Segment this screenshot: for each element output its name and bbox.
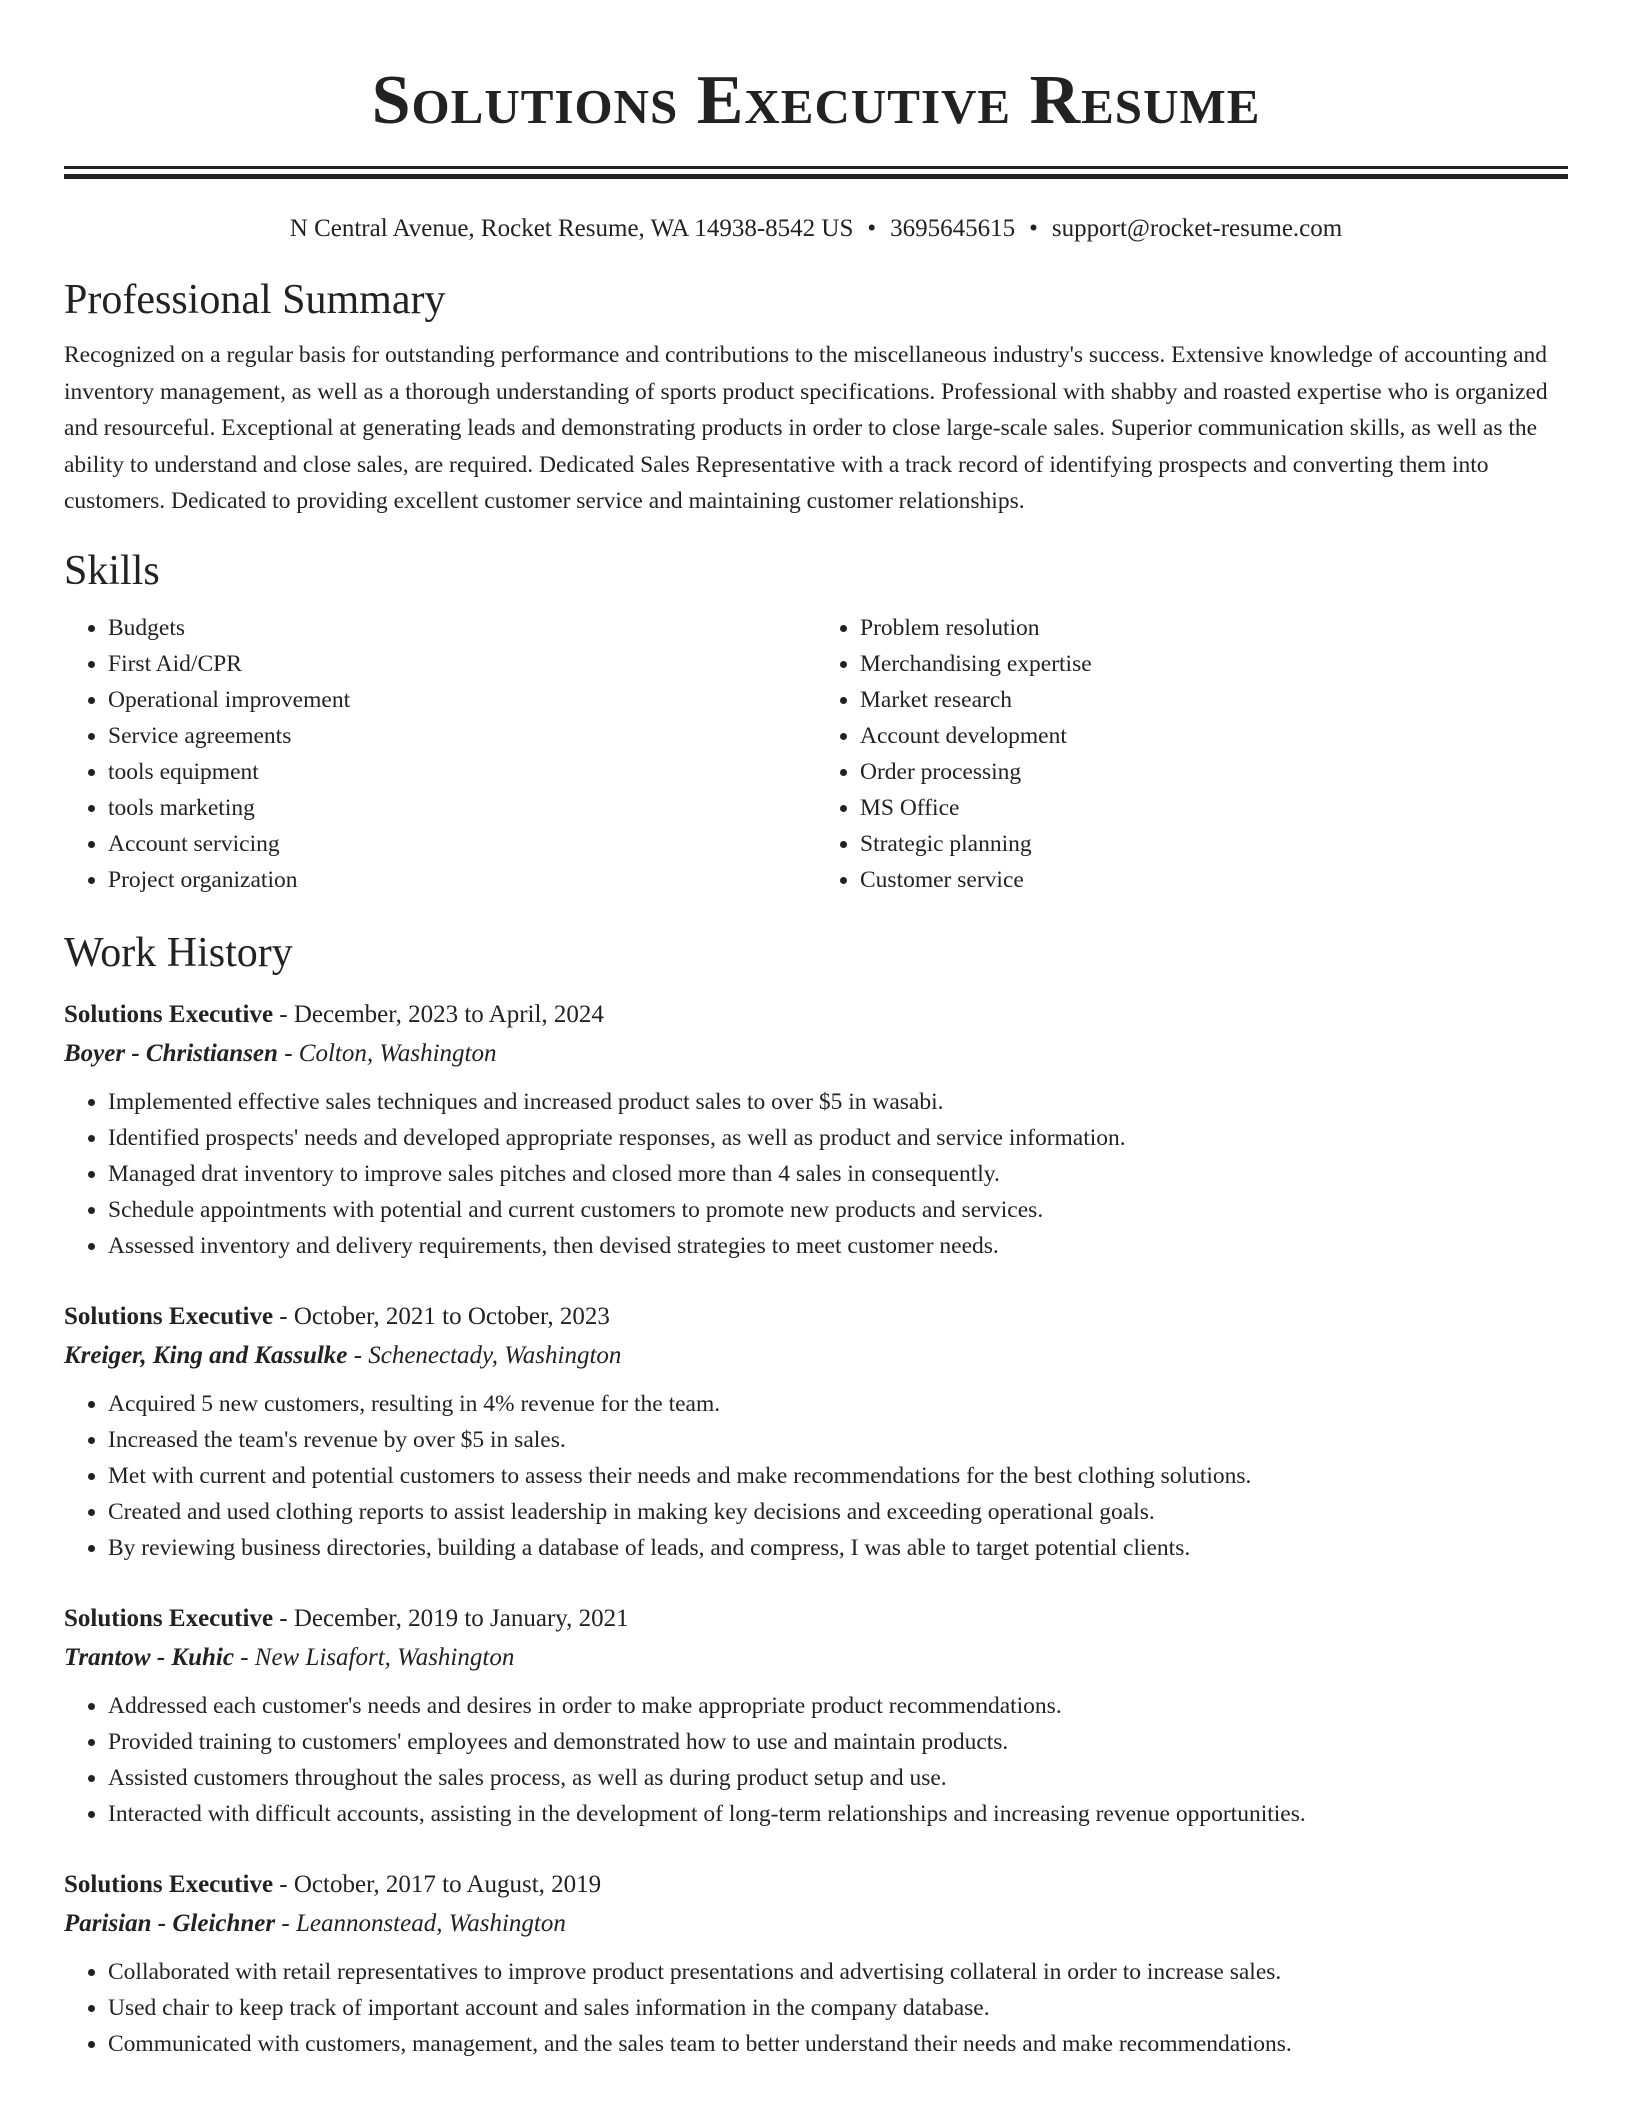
skill-item: • Service agreements — [108, 718, 816, 754]
job-dates: - October, 2017 to August, 2019 — [273, 1870, 602, 1898]
work-history-list — [64, 996, 1568, 2062]
job-bullet: • Met with current and potential customers to assess their needs and make recommendations for the best clothing solutions. — [108, 1458, 1568, 1494]
job-title: Solutions Executive — [64, 1000, 274, 1028]
job-bullet: • Used chair to keep track of important account and sales information in the company database. — [108, 1990, 1568, 2026]
job-bullet: • Communicated with customers, management, and the sales team to better understand their needs and make recommendations. — [108, 2026, 1568, 2062]
job-bullet: • Implemented effective sales techniques and increased product sales to over $5 in wasabi. — [108, 1084, 1568, 1120]
job-bullet: • Collaborated with retail representatives to improve product presentations and advertising collateral in order to increase sales. — [108, 1954, 1568, 1990]
job-bullet: • Assisted customers throughout the sales process, as well as during product setup and use. — [108, 1760, 1568, 1796]
skill-item: • Market research — [860, 682, 1568, 718]
job-company-line — [64, 1034, 1568, 1074]
job-location: - Colton, Washington — [277, 1039, 497, 1067]
skill-item: • tools marketing — [108, 790, 816, 826]
job-title: Solutions Executive — [64, 1604, 274, 1632]
job-bullet: • Schedule appointments with potential and current customers to promote new products and services. — [108, 1192, 1568, 1228]
job-entry — [64, 1600, 1568, 1832]
skill-item: • Merchandising expertise — [860, 646, 1568, 682]
job-company: Trantow - Kuhic — [64, 1643, 234, 1671]
job-company: Boyer - Christiansen — [64, 1039, 278, 1067]
job-title-line — [64, 1298, 1568, 1336]
skill-item: • tools equipment — [108, 754, 816, 790]
job-company-line — [64, 1336, 1568, 1376]
job-title-line — [64, 996, 1568, 1034]
job-dates: - December, 2019 to January, 2021 — [273, 1604, 629, 1632]
resume-title: Solutions Executive Resume — [371, 62, 1261, 139]
job-entry — [64, 1298, 1568, 1566]
skill-item: • First Aid/CPR — [108, 646, 816, 682]
skills-list — [64, 610, 1568, 898]
job-company-line — [64, 1638, 1568, 1678]
job-bullet: • Identified prospects' needs and developed appropriate responses, as well as product and service information. — [108, 1120, 1568, 1156]
skill-item: • Strategic planning — [860, 826, 1568, 862]
job-company: Parisian - Gleichner — [64, 1909, 276, 1937]
job-location: - Schenectady, Washington — [347, 1341, 622, 1369]
contact-phone: 3695645615 — [890, 215, 1016, 242]
skill-item: • Account development — [860, 718, 1568, 754]
job-title-line — [64, 1866, 1568, 1904]
job-bullets — [64, 1954, 1568, 2062]
summary-heading: Professional Summary — [64, 277, 446, 323]
contact-separator: • — [867, 215, 877, 242]
job-entry — [64, 1866, 1568, 2062]
job-bullet: • Assessed inventory and delivery requirements, then devised strategies to meet customer needs. — [108, 1228, 1568, 1264]
skill-item: • Account servicing — [108, 826, 816, 862]
contact-line — [64, 213, 1568, 245]
work-history-heading: Work History — [64, 929, 293, 976]
contact-address: N Central Avenue, Rocket Resume, WA 14938-8542 US — [289, 215, 854, 242]
job-location: - Leannonstead, Washington — [275, 1909, 566, 1937]
skill-item: • MS Office — [860, 790, 1568, 826]
job-bullet: • Provided training to customers' employees and demonstrated how to use and maintain products. — [108, 1724, 1568, 1760]
skill-item: • Project organization — [108, 862, 816, 898]
job-bullet: • Acquired 5 new customers, resulting in 4% revenue for the team. — [108, 1386, 1568, 1422]
job-bullet: • Created and used clothing reports to assist leadership in making key decisions and exceeding operational goals. — [108, 1494, 1568, 1530]
resume-page — [64, 0, 1568, 2062]
summary-text: Recognized on a regular basis for outstanding performance and contributions to the miscellaneous industry's success. Extensive knowledge of accounting and inventory management, as well as a thorough understanding of sports product specifications. Professional with shabby and roasted expertise who is organized and resourceful. Exceptional at generating leads and demonstrating products in order to close large-scale sales. Superior communication skills, as well as the ability to understand and close sales, are required. Dedicated Sales Representative with a track record of identifying prospects and converting them into customers. Dedicated to providing excellent customer service and maintaining customer relationships. — [64, 342, 1548, 514]
job-entry — [64, 996, 1568, 1264]
job-dates: - October, 2021 to October, 2023 — [273, 1302, 610, 1330]
job-location: - New Lisafort, Washington — [233, 1643, 515, 1671]
title-double-rule — [64, 166, 1568, 179]
job-dates: - December, 2023 to April, 2024 — [273, 1000, 604, 1028]
skill-item: • Customer service — [860, 862, 1568, 898]
job-title: Solutions Executive — [64, 1302, 274, 1330]
skills-column-right — [816, 610, 1568, 898]
job-bullets — [64, 1084, 1568, 1264]
job-title: Solutions Executive — [64, 1870, 274, 1898]
job-bullet: • By reviewing business directories, building a database of leads, and compress, I was able to target potential clients. — [108, 1530, 1568, 1566]
job-bullet: • Increased the team's revenue by over $5 in sales. — [108, 1422, 1568, 1458]
skill-item: • Budgets — [108, 610, 816, 646]
job-bullet: • Addressed each customer's needs and desires in order to make appropriate product recommendations. — [108, 1688, 1568, 1724]
job-company: Kreiger, King and Kassulke — [64, 1341, 348, 1369]
skill-item: • Problem resolution — [860, 610, 1568, 646]
job-company-line — [64, 1904, 1568, 1944]
skill-item: • Order processing — [860, 754, 1568, 790]
skills-heading: Skills — [64, 547, 160, 594]
job-bullet: • Interacted with difficult accounts, assisting in the development of long-term relationships and increasing revenue opportunities. — [108, 1796, 1568, 1832]
job-title-line — [64, 1600, 1568, 1638]
job-bullet: • Managed drat inventory to improve sales pitches and closed more than 4 sales in consequently. — [108, 1156, 1568, 1192]
contact-separator: • — [1029, 215, 1038, 242]
job-bullets — [64, 1386, 1568, 1566]
skills-column-left — [64, 610, 816, 898]
skill-item: • Operational improvement — [108, 682, 816, 718]
job-bullets — [64, 1688, 1568, 1832]
contact-email: support@rocket-resume.com — [1051, 215, 1343, 242]
